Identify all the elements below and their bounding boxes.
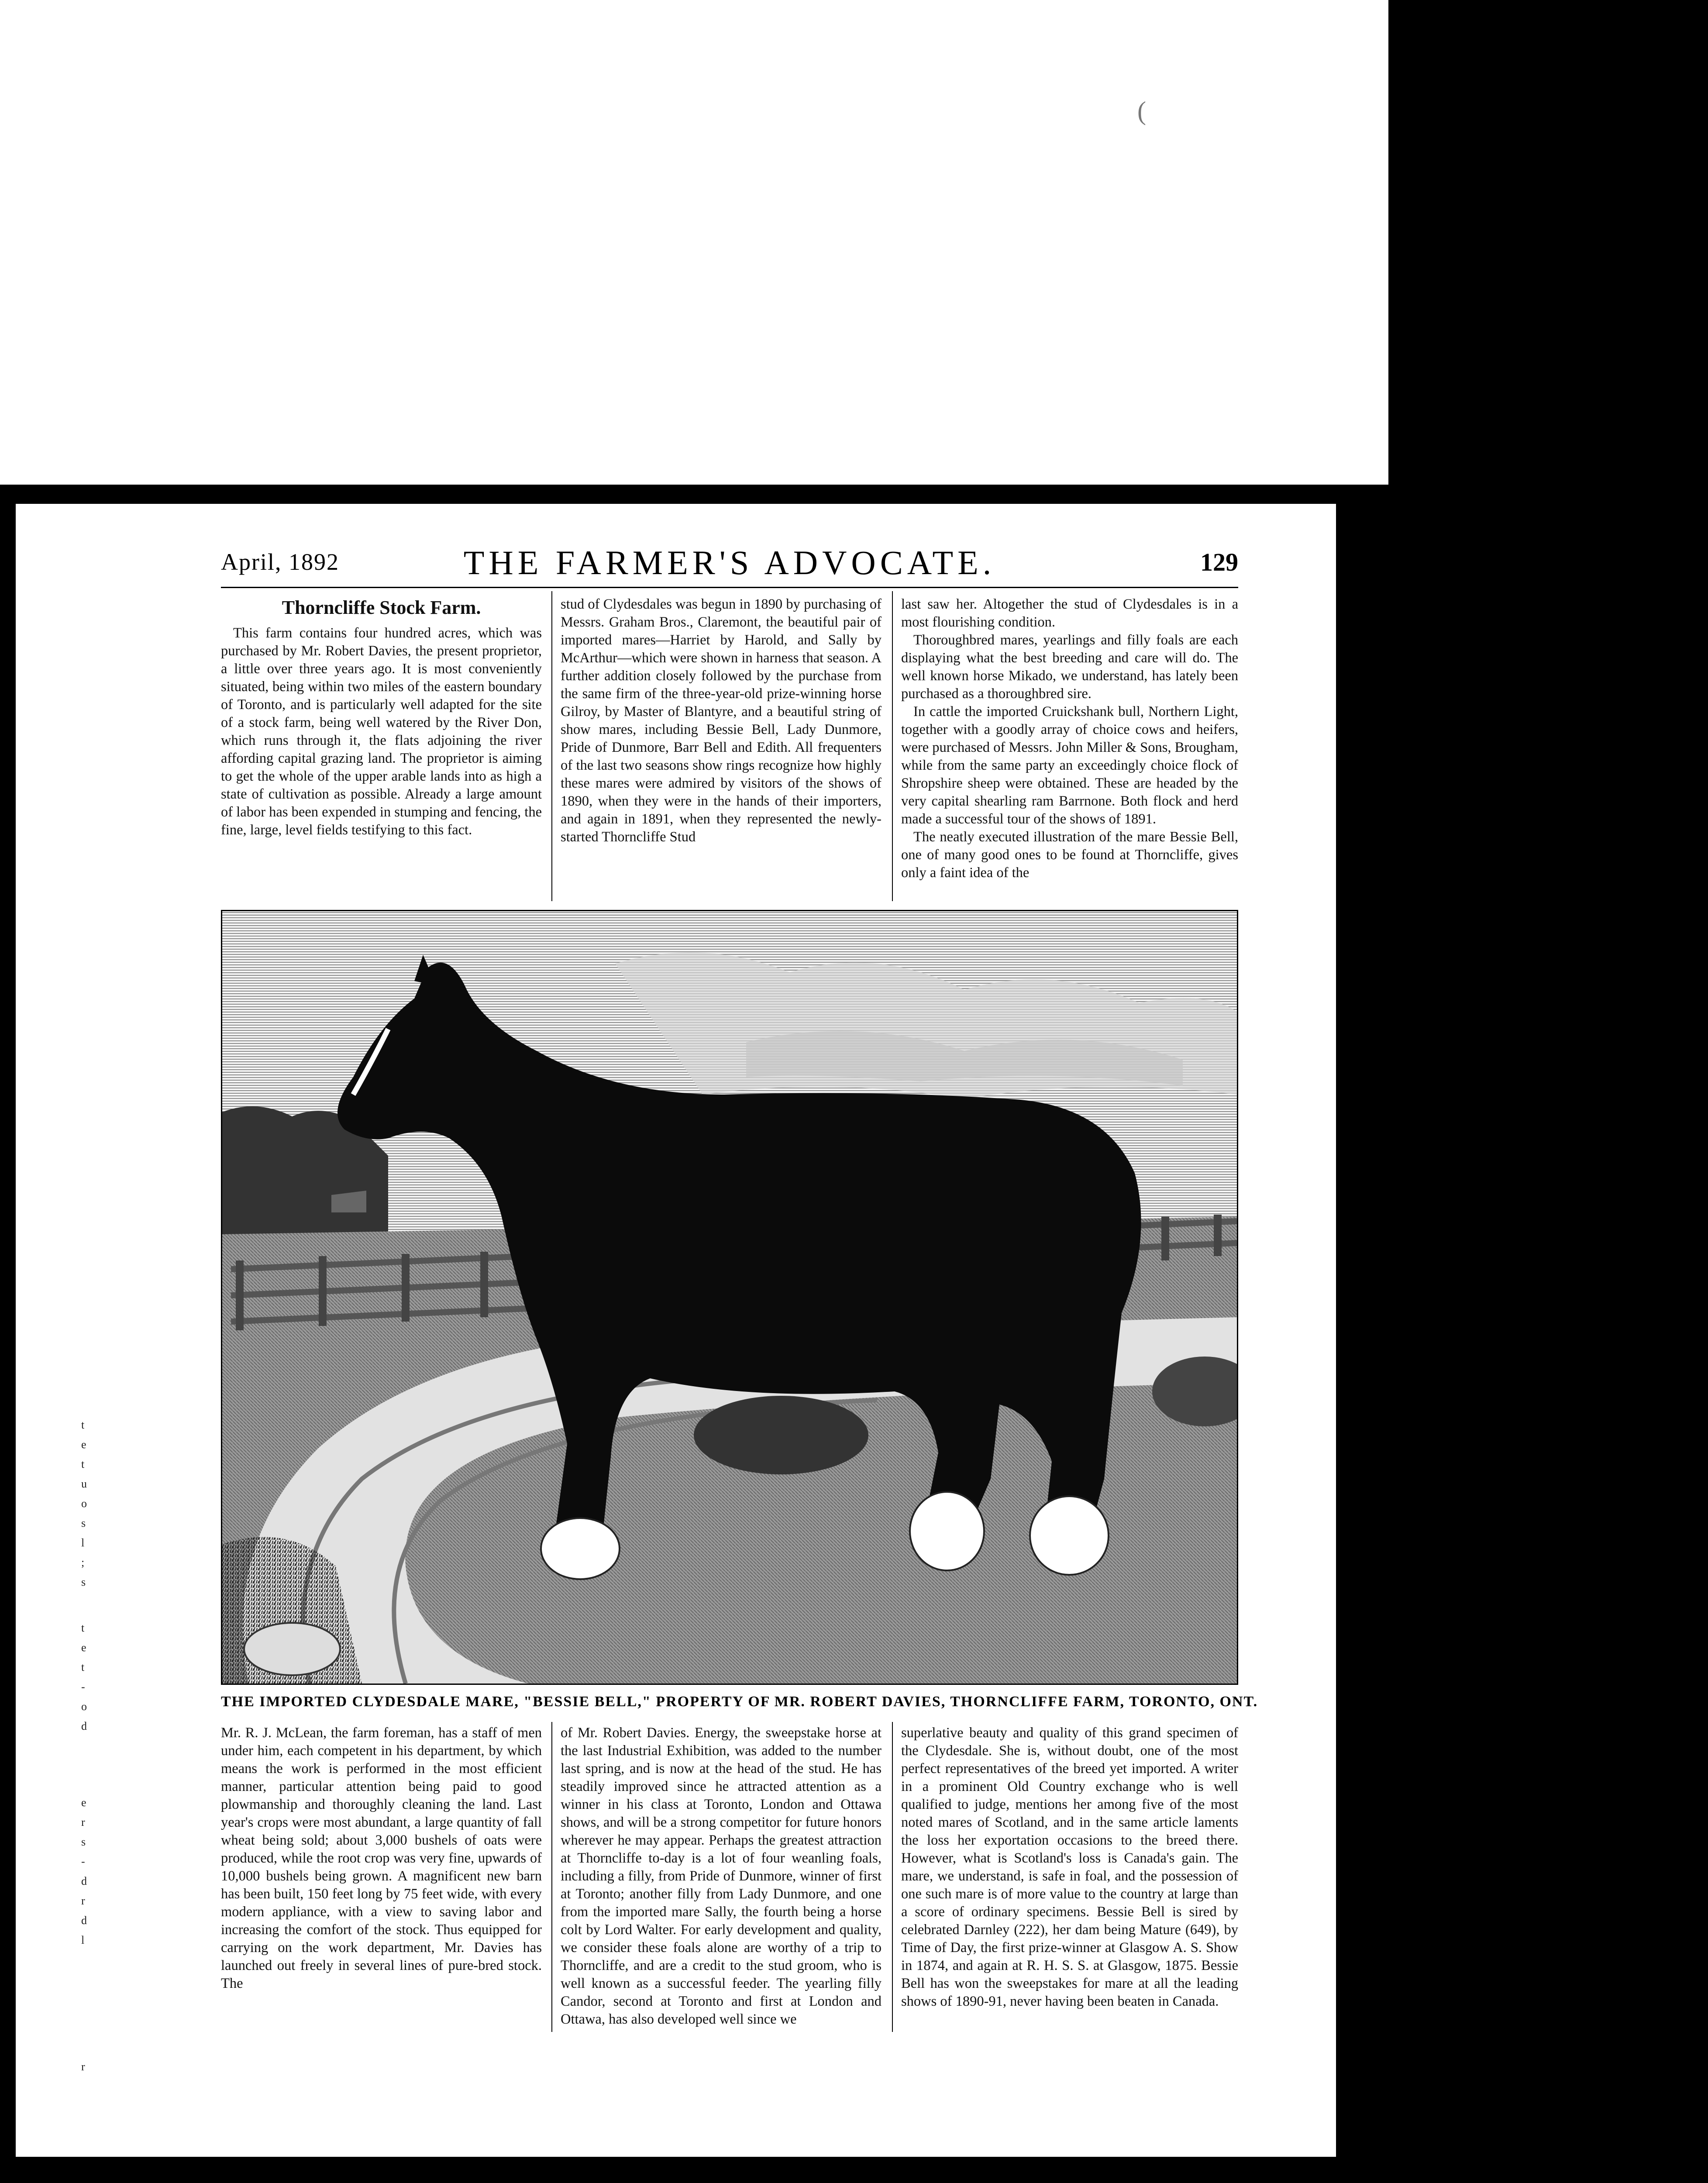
margin-char: o bbox=[81, 1497, 87, 1510]
margin-char: l bbox=[81, 1934, 85, 1946]
column-rule bbox=[892, 591, 893, 901]
issue-date: April, 1892 bbox=[221, 549, 339, 575]
scan-background-right bbox=[1388, 0, 1708, 2183]
paragraph: This farm contains four hundred acres, which was purchased by Mr. Robert Davies, the present proprietor, a little over three years ago. It is most conveniently situated, being within two miles of the eastern boundary of Toronto, and is particularly well adapted for the site of a stock farm, being well watered by the River Don, which runs through it, the flats adjoining the river affording capital grazing land. The proprietor is aiming to get the whole of the upper arable lands into as high a state of cultivation as possible. Already a large amount of labor has been expended in stumping and fencing, the fine, large, level fields testifying to this fact. bbox=[221, 625, 542, 838]
margin-char: s bbox=[81, 1517, 86, 1529]
margin-char: l bbox=[81, 1536, 85, 1549]
margin-char: o bbox=[81, 1700, 87, 1713]
column-rule bbox=[551, 591, 552, 901]
paragraph: In cattle the imported Cruickshank bull, Northern Light, together with a goodly array of choice cows and heifers, were purchased of Messrs. John Miller & Sons, Brougham, while from the same party an exceedingly choice flock of Shropshire sheep were obtained. These are headed by the very capital shearling ram Barrnone. Both flock and herd made a successful tour of the shows of 1891. bbox=[901, 704, 1238, 827]
margin-char: u bbox=[81, 1477, 87, 1490]
margin-char: r bbox=[81, 1894, 85, 1907]
article-title: Thorncliffe Stock Farm. bbox=[282, 597, 481, 618]
newspaper-page bbox=[103, 504, 1336, 2157]
margin-char: r bbox=[81, 2060, 85, 2073]
illustration-caption: THE IMPORTED CLYDESDALE MARE, "BESSIE BELL," PROPERTY OF MR. ROBERT DAVIES, THORNCLIFFE FARM, TORONTO, ONT. bbox=[221, 1694, 1258, 1710]
margin-char: t bbox=[81, 1622, 85, 1634]
margin-char: - bbox=[81, 1680, 85, 1693]
paragraph: of Mr. Robert Davies. Energy, the sweepstake horse at the last Industrial Exhibition, was added to the number last spring, and is now at the head of the stud. He has steadily improved since he attracted attention as a winner in his class at Toronto, London and Ottawa shows, and will be a strong competitor for future honors wherever he may appear. Perhaps the greatest attraction at Thorncliffe to-day is a lot of four weanling foals, including a filly, from Pride of Dunmore, winner of first at Toronto; another filly from Lady Dunmore, and one from the imported mare Sally, the fourth being a horse colt by Lord Walter. For early development and quality, we consider these foals alone are worthy of a trip to Thorncliffe, and are a credit to the stud groom, who is well known as a successful feeder. The yearling filly Candor, second at Toronto and first at London and Ottawa, has also developed well since we bbox=[561, 1725, 882, 2027]
page-content bbox=[221, 504, 1258, 2157]
paragraph: Thoroughbred mares, yearlings and filly foals are each displaying what the best breeding and care will do. The well known horse Mikado, we understand, has lately been purchased as a thoroughbred sire. bbox=[901, 632, 1238, 702]
adjacent-page-margin bbox=[16, 504, 103, 2157]
column-rule bbox=[892, 1722, 893, 2032]
margin-char: d bbox=[81, 1720, 87, 1732]
margin-char: t bbox=[81, 1419, 85, 1431]
column-2-bottom bbox=[561, 1724, 882, 2028]
page-header bbox=[221, 539, 1238, 588]
margin-char: d bbox=[81, 1914, 87, 1927]
margin-char: ; bbox=[81, 1556, 85, 1569]
margin-char: e bbox=[81, 1796, 86, 1809]
scan-border-bottom bbox=[0, 2157, 1388, 2183]
paragraph: The neatly executed illustration of the mare Bessie Bell, one of many good ones to be found at Thorncliffe, gives only a faint idea of the bbox=[901, 829, 1238, 881]
column-3-bottom bbox=[901, 1724, 1238, 2011]
margin-char: e bbox=[81, 1641, 86, 1654]
paragraph: Mr. R. J. McLean, the farm foreman, has a staff of men under him, each competent in his department, by which means the work is performed in the most efficient manner, particular attention being paid to good plowmanship and thoroughly cleaning the land. Last year's crops were most abundant, a large quantity of fall wheat being sold; about 3,000 bushels of oats were produced, while the root crop was very fine, upwards of 10,000 bushels being grown. A magnificent new barn has been built, 150 feet long by 75 feet wide, with every modern appliance, with a view to saving labor and increasing the comfort of the stock. Thus equipped for carrying on the work department, Mr. Davies has launched out freely in several lines of pure-bred stock. The bbox=[221, 1725, 542, 1991]
column-2-top bbox=[561, 596, 882, 846]
paragraph: superlative beauty and quality of this grand specimen of the Clydesdale. She is, without doubt, one of the most perfect representatives of the breed yet imported. A writer in a prominent Old Country exchange who is well qualified to judge, mentions her among five of the most noted mares of Scotland, and in the same article laments the loss her exportation occasions to the breed there. However, what is Scotland's loss is Canada's gain. The mare, we understand, is safe in foal, and the possession of one such mare is of more value to the country at large than a score of ordinary specimens. Bessie Bell is sired by celebrated Darnley (222), her dam being Mature (649), by Time of Day, the first prize-winner at Glasgow A. S. Show in 1874, and again at R. H. S. S. at Glasgow, 1875. Bessie Bell has won the sweepstakes for mare at all the leading shows of 1890-91, never having been beaten in Canada. bbox=[901, 1725, 1238, 2009]
margin-char: r bbox=[81, 1816, 85, 1828]
clydesdale-mare-illustration bbox=[222, 911, 1237, 1684]
column-1-top bbox=[221, 596, 542, 839]
masthead-title: THE FARMER'S ADVOCATE. bbox=[463, 544, 996, 582]
column-rule bbox=[551, 1722, 552, 2032]
margin-char: s bbox=[81, 1835, 86, 1848]
margin-char: d bbox=[81, 1875, 87, 1887]
column-1-bottom bbox=[221, 1724, 542, 1993]
paragraph: last saw her. Altogether the stud of Clydesdales is in a most flourishing condition. bbox=[901, 596, 1238, 630]
scan-border-top bbox=[0, 485, 1388, 504]
margin-char: t bbox=[81, 1458, 85, 1470]
stray-mark-top: ( bbox=[1137, 96, 1146, 125]
column-3-top bbox=[901, 596, 1238, 882]
scan-border-left bbox=[0, 485, 16, 2183]
horse-engraving bbox=[221, 910, 1238, 1685]
paragraph: stud of Clydesdales was begun in 1890 by purchasing of Messrs. Graham Bros., Claremont, the beautiful pair of imported mares—Harriet by Harold, and Sally by McArthur—which were shown in harness that season. A further addition closely followed by the purchase from the same firm of the three-year-old prize-winning horse Gilroy, by Master of Blantyre, and a beautiful string of show mares, including Bessie Bell, Lady Dunmore, Pride of Dunmore, Barr Bell and Edith. All frequenters of the last two seasons show rings recognize how highly these mares were admired by visitors of the shows of 1890, when they were in the hands of their importers, and again in 1891, when they represented the newly-started Thorncliffe Stud bbox=[561, 596, 882, 845]
margin-char: s bbox=[81, 1576, 86, 1588]
margin-char: t bbox=[81, 1661, 85, 1673]
margin-char: - bbox=[81, 1855, 85, 1868]
margin-char: e bbox=[81, 1438, 86, 1451]
scan-border-right bbox=[1336, 485, 1388, 2179]
page-number: 129 bbox=[1200, 548, 1238, 576]
